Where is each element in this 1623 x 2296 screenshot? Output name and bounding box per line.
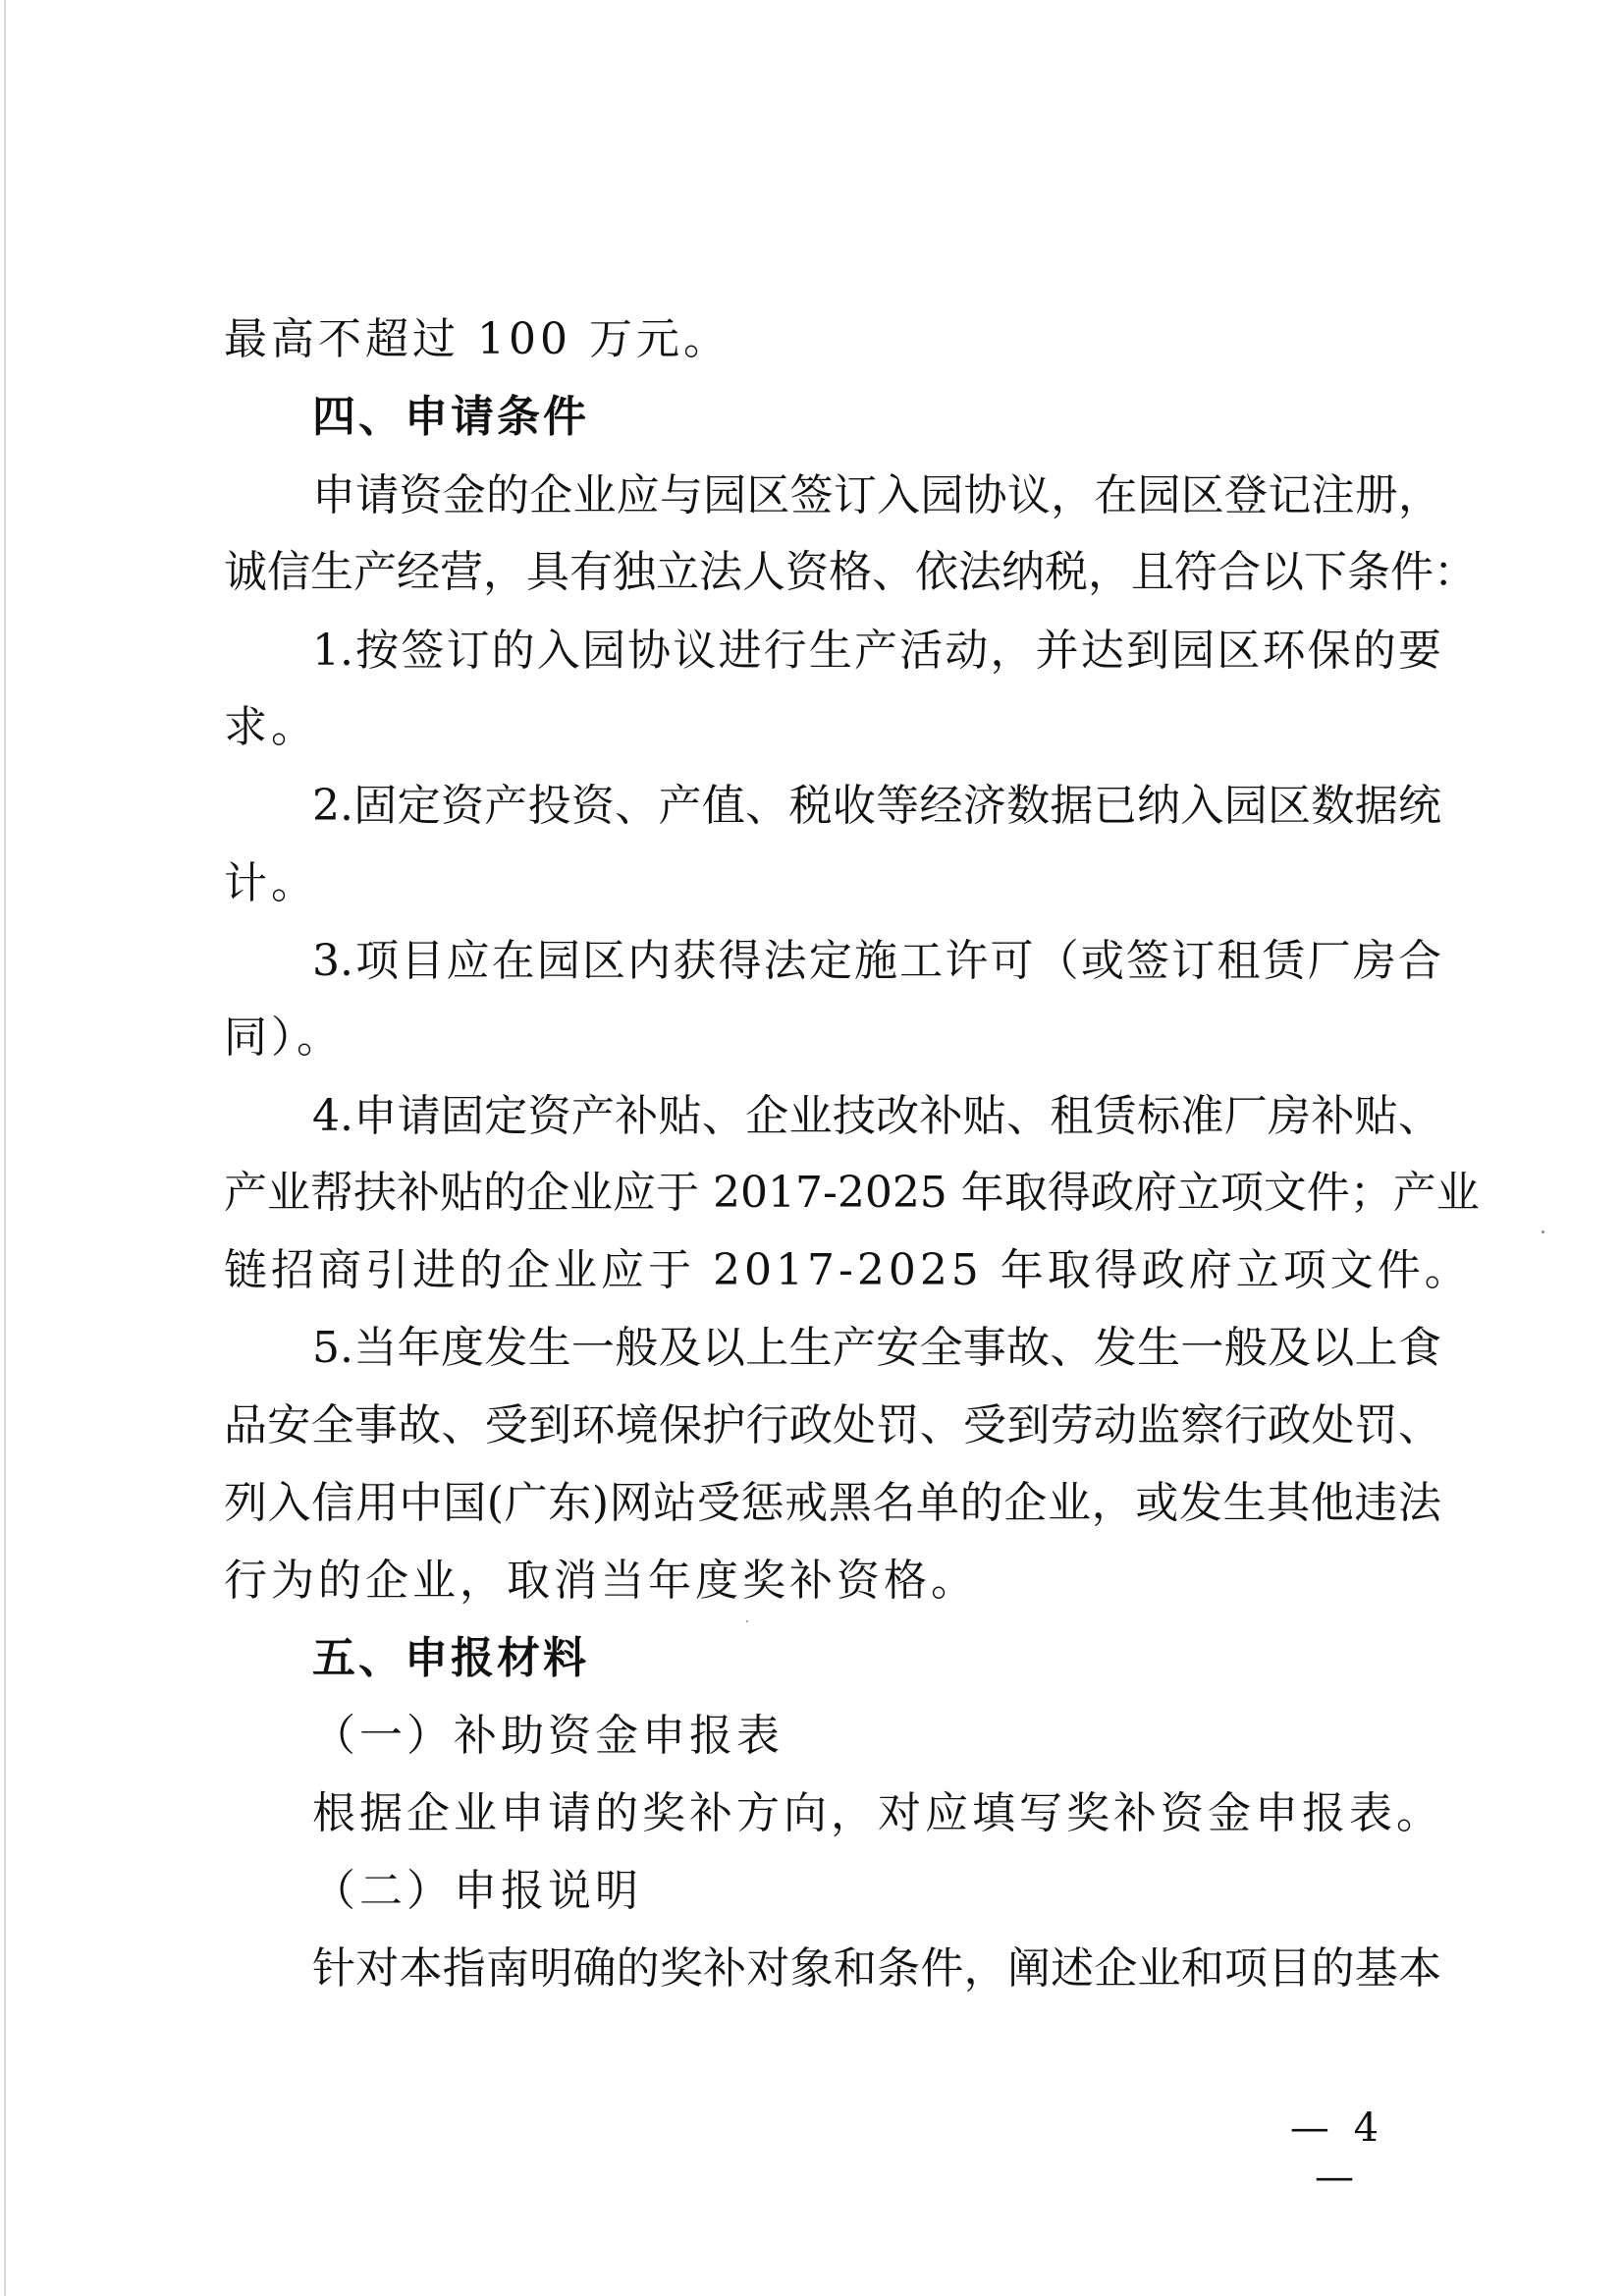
list-item-5-cont-1: 品安全事故、受到环境保护行政处罚、受到劳动监察行政处罚、 bbox=[224, 1400, 1441, 1450]
list-item-5: 5.当年度发生一般及以上生产安全事故、发生一般及以上食 bbox=[312, 1323, 1441, 1373]
scan-speck bbox=[1542, 1230, 1544, 1233]
scan-edge-line bbox=[4, 0, 6, 2296]
list-item-2-cont: 计。 bbox=[224, 858, 318, 908]
list-item-4: 4.申请固定资产补贴、企业技改补贴、租赁标准厂房补贴、 bbox=[312, 1091, 1441, 1141]
text-line-3: 申请资金的企业应与园区签订入园协议，在园区登记注册， bbox=[312, 470, 1441, 520]
subsection-heading-2: （二）申报说明 bbox=[312, 1866, 642, 1916]
list-item-5-cont-2: 列入信用中国(广东)网站受惩戒黑名单的企业，或发生其他违法 bbox=[224, 1478, 1441, 1528]
list-item-4-cont-1: 产业帮扶补贴的企业应于 2017-2025 年取得政府立项文件；产业 bbox=[224, 1168, 1480, 1218]
text-line-4: 诚信生产经营，具有独立法人资格、依法纳税，且符合以下条件： bbox=[224, 547, 1477, 597]
list-item-5-cont-3: 行为的企业，取消当年度奖补资格。 bbox=[224, 1556, 978, 1606]
list-item-1: 1.按签订的入园协议进行生产活动，并达到园区环保的要 bbox=[312, 626, 1441, 676]
list-item-3-cont: 同）。 bbox=[224, 1012, 344, 1063]
text-line-subsection-2: 针对本指南明确的奖补对象和条件，阐述企业和项目的基本 bbox=[312, 1943, 1441, 1994]
page-number: — 4 — bbox=[1289, 2105, 1385, 2200]
subsection-heading-1: （一）补助资金申报表 bbox=[312, 1711, 784, 1761]
section-heading-5: 五、申报材料 bbox=[312, 1633, 589, 1683]
list-item-1-cont: 求。 bbox=[224, 702, 318, 752]
text-line-1: 最高不超过 100 万元。 bbox=[224, 314, 730, 364]
list-item-3: 3.项目应在园区内获得法定施工许可（或签订租赁厂房合 bbox=[312, 936, 1441, 986]
list-item-4-cont-2: 链招商引进的企业应于 2017-2025 年取得政府立项文件。 bbox=[224, 1245, 1472, 1295]
text-line-subsection-1: 根据企业申请的奖补方向，对应填写奖补资金申报表。 bbox=[312, 1788, 1443, 1838]
section-heading-4: 四、申请条件 bbox=[312, 392, 589, 442]
scan-speck bbox=[746, 1620, 748, 1622]
list-item-2: 2.固定资产投资、产值、税收等经济数据已纳入园区数据统 bbox=[312, 781, 1441, 831]
